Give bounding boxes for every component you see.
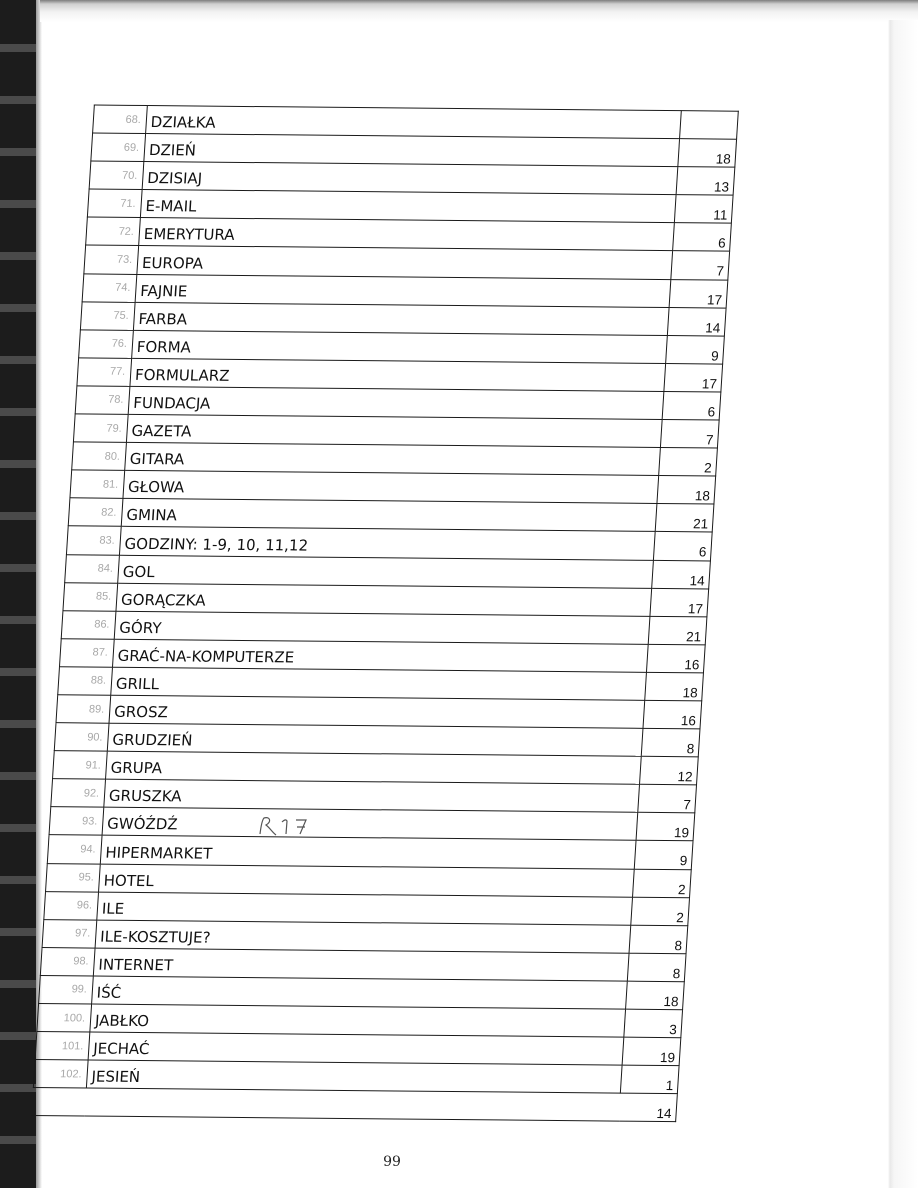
row-number: 99.	[39, 975, 94, 1004]
row-number: 94.	[47, 835, 102, 864]
occurrence-count: 7	[671, 251, 730, 280]
vocabulary-word: GITARA	[125, 442, 661, 475]
page-number: 99	[383, 1154, 401, 1170]
occurrence-count: 13	[676, 167, 735, 196]
row-number: 101.	[35, 1032, 90, 1061]
vocabulary-word: DZISIAJ	[142, 162, 678, 195]
row-number: 74.	[82, 273, 137, 302]
occurrence-count: 18	[657, 476, 716, 505]
occurrence-count: 18	[678, 139, 737, 168]
vocabulary-word: GŁOWA	[123, 471, 659, 504]
row-number: 81.	[70, 470, 125, 499]
occurrence-count: 16	[647, 644, 706, 673]
occurrence-count: 3	[624, 1009, 683, 1038]
page-right-edge	[888, 20, 918, 1188]
vocabulary-word: GRUDZIEŃ	[107, 723, 643, 756]
row-number: 84.	[65, 554, 120, 583]
vocabulary-word: FAJNIE	[135, 274, 671, 307]
occurrence-count: 19	[636, 813, 695, 842]
vocabulary-word: HIPERMARKET	[100, 836, 636, 869]
vocabulary-word: JABŁKO	[90, 1004, 626, 1037]
vocabulary-word: EMERYTURA	[139, 218, 675, 251]
occurrence-count: 17	[664, 363, 723, 392]
occurrence-count: 9	[666, 335, 725, 364]
page-top-edge	[40, 0, 918, 22]
row-number: 79.	[73, 414, 128, 443]
vocabulary-word: HOTEL	[98, 864, 634, 897]
row-number: 87.	[59, 639, 114, 668]
vocabulary-word: DZIAŁKA	[146, 106, 682, 139]
occurrence-count: 8	[627, 953, 686, 982]
vocabulary-word: GORĄCZKA	[116, 583, 652, 616]
row-number: 73.	[84, 245, 139, 274]
vocabulary-word: FARBA	[133, 302, 669, 335]
row-number: 76.	[79, 330, 134, 359]
vocabulary-word: GODZINY: 1-9, 10, 11,12	[119, 527, 655, 560]
occurrence-count: 12	[640, 756, 699, 785]
occurrence-count: 16	[643, 700, 702, 729]
occurrence-count: 14	[652, 560, 711, 589]
vocabulary-word: JECHAĆ	[88, 1032, 624, 1065]
vocabulary-word: GROSZ	[109, 695, 645, 728]
row-number: 97.	[42, 919, 97, 948]
table-row	[32, 1088, 678, 1122]
occurrence-count: 2	[633, 869, 692, 898]
occurrence-count: 18	[626, 981, 685, 1010]
row-number: 70.	[89, 161, 144, 190]
row-number: 82.	[68, 498, 123, 527]
row-number: 100.	[37, 1004, 92, 1033]
row-number: 75.	[80, 302, 135, 331]
vocabulary-word: GRUPA	[105, 751, 641, 784]
occurrence-count: 21	[648, 616, 707, 645]
occurrence-count: 7	[638, 785, 697, 814]
row-number: 98.	[40, 947, 95, 976]
occurrence-count: 17	[669, 279, 728, 308]
vocabulary-word: FORMULARZ	[130, 358, 666, 391]
occurrence-count: 18	[645, 672, 704, 701]
occurrence-count: 14	[619, 1093, 678, 1122]
occurrence-count: 19	[622, 1037, 681, 1066]
occurrence-count: 8	[641, 728, 700, 757]
occurrence-count: 14	[667, 307, 726, 336]
row-number: 90.	[54, 723, 109, 752]
occurrence-count: 6	[662, 391, 721, 420]
occurrence-count: 7	[660, 420, 719, 449]
occurrence-count: 8	[629, 925, 688, 954]
row-number: 71.	[87, 189, 142, 218]
row-number: 72.	[86, 217, 141, 246]
vocabulary-word: GOL	[118, 555, 654, 588]
scanned-page	[30, 90, 800, 1122]
vocabulary-word: GRAĆ-NA-KOMPUTERZE	[112, 639, 648, 672]
occurrence-count: 6	[653, 532, 712, 561]
handwritten-note	[256, 814, 326, 840]
row-number: 93.	[49, 807, 104, 836]
vocabulary-word: ILE-KOSZTUJE?	[95, 920, 631, 953]
vocabulary-word: FORMA	[132, 330, 668, 363]
vocabulary-word: JESIEŃ	[86, 1060, 622, 1093]
vocabulary-word: ILE	[97, 892, 633, 925]
row-number: 102.	[33, 1060, 88, 1089]
vocabulary-word: GMINA	[121, 499, 657, 532]
row-number: 88.	[58, 667, 113, 696]
occurrence-count: 2	[631, 897, 690, 926]
row-number: 68.	[93, 105, 148, 134]
row-number: 92.	[51, 779, 106, 808]
vocabulary-word: E-MAIL	[140, 190, 676, 223]
empty-cell	[32, 1088, 621, 1122]
row-number: 89.	[56, 695, 111, 724]
row-number: 80.	[72, 442, 127, 471]
vocabulary-word: GRILL	[111, 667, 647, 700]
occurrence-count: 17	[650, 588, 709, 617]
occurrence-count: 2	[659, 448, 718, 477]
occurrence-count: 6	[673, 223, 732, 252]
vocabulary-word: GAZETA	[126, 414, 662, 447]
occurrence-count: 9	[634, 841, 693, 870]
vocabulary-rows	[32, 105, 739, 1122]
occurrence-count: 21	[655, 504, 714, 533]
row-number: 77.	[77, 358, 132, 387]
row-number: 86.	[61, 610, 116, 639]
vocabulary-word: FUNDACJA	[128, 386, 664, 419]
row-number: 85.	[63, 582, 118, 611]
vocabulary-word: GRUSZKA	[104, 779, 640, 812]
row-number: 69.	[91, 133, 146, 162]
vocabulary-word: INTERNET	[93, 948, 629, 981]
row-number: 91.	[53, 751, 108, 780]
vocabulary-word: GWÓŹDŹ	[102, 807, 638, 840]
vocabulary-table	[31, 105, 739, 1123]
occurrence-count: 11	[674, 195, 733, 224]
occurrence-count	[680, 111, 739, 140]
vocabulary-word: DZIEŃ	[144, 134, 680, 167]
vocabulary-word: EUROPA	[137, 246, 673, 279]
vocabulary-word: IŚĆ	[92, 976, 628, 1009]
row-number: 78.	[75, 386, 130, 415]
occurrence-count: 1	[620, 1065, 679, 1094]
vocabulary-word: GÓRY	[114, 611, 650, 644]
row-number: 95.	[46, 863, 101, 892]
row-number: 83.	[66, 526, 121, 555]
row-number: 96.	[44, 891, 99, 920]
